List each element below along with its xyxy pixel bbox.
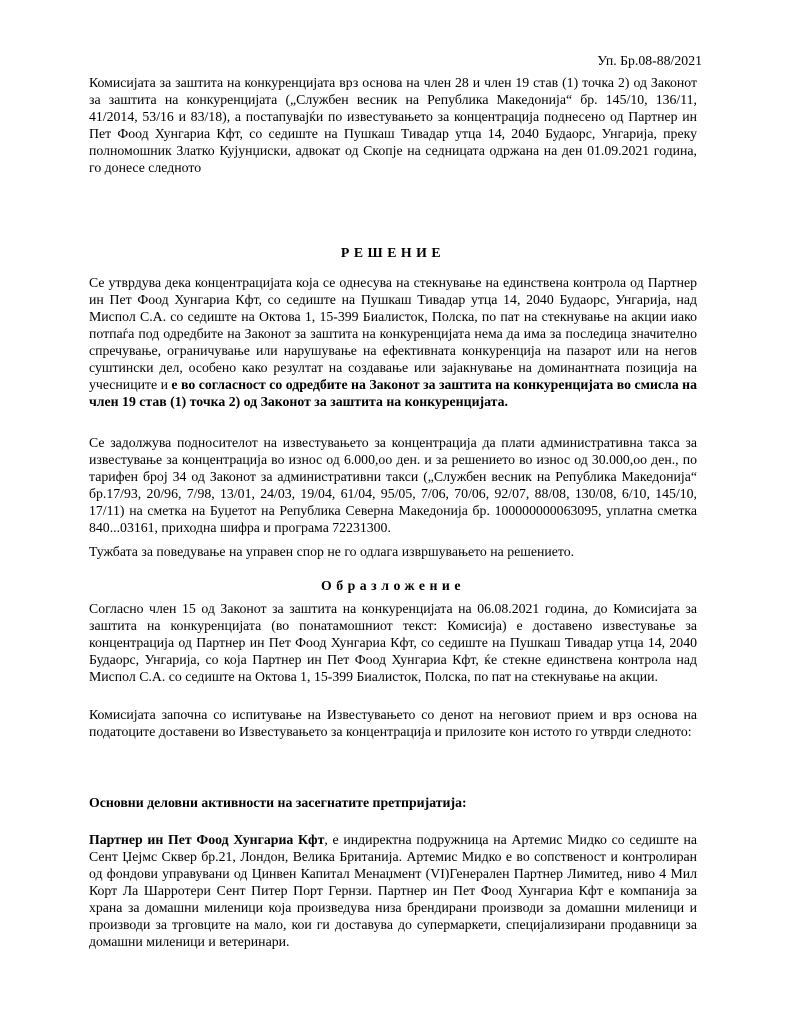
reasoning-title: Образложение <box>320 578 465 593</box>
reasoning-paragraph-1: Согласно член 15 од Законот за заштита на конкуренцијата на 06.08.2021 година, до Комисијата за заштита на конкуренцијата (во понатамошниот текст: Комисија) е доставено известување за концентрација од Партнер ин Пет Фоод Хунгариа Кфт, со седиште на Пушкаш Тивадар утца 14, 2040 Будаорс, Унгарија, со која Партнер ин Пет Фоод Хунгариа Кфт, ќе стекне единствена контрола над Миспол С.А. со седиште на Октова 1, 15-399 Биалисток, Полска, по пат на стекнување на акции. <box>89 601 697 684</box>
decision-text: Се утврдува дека концентрацијата која се однесува на стекнување на единствена контрола од Партнер ин Пет Фоод Хунгариа Кфт, со седиште на Пушкаш Тивадар утца 14, 2040 Будаорс, Унгарија, над Миспол С.А. со седиште на Октова 1, 15-399 Биалисток, Полска, по пат на стекнување на акции иако потпаѓа под одредбите на Законот за заштита на конкуренцијата нема да има за последица значително спречување, ограничување или нарушување на ефективната конкуренција на пазарот или на негов суштински дел, особено како резултат на создавање или зајакнување на доминантната позиција на учесниците и <box>89 275 697 392</box>
company-paragraph <box>89 831 697 950</box>
fee-paragraph: Се задолжува подносителот на известувањето за концентрација да плати административна такса за известување за концентрација во износ од 6.000,оо ден. и за решението во износ од 30.000,оо ден., по тарифен број 34 од Законот за административни такси („Службен весник на Република Македонија“ бр.17/93, 20/96, 7/98, 13/01, 24/03, 19/04, 61/04, 95/05, 7/06, 70/06, 92/07, 88/08, 130/08, 6/10, 145/10, 17/11) на сметка на Буџетот на Република Северна Македонија бр. 100000000063095, уплатна сметка 840...03161, приходна шифра и програма 72231300. <box>89 435 697 535</box>
decision-paragraph <box>89 274 697 410</box>
company-description: , е индиректна подружница на Артемис Мидко со седиште на Сент Џејмс Сквер бр.21, Лондон, Велика Британија. Артемис Мидко е во сопственост и контролиран од фондови управувани од Цинвен Капитал Менаџмент (VI)Генерален Партнер Лимитед, ниво 4 Мил Корт Ла Шарротери Сент Питер Порт Гернзи. Партнер ин Пет Фоод Хунгариа Кфт е компанија за храна за домашни миленици која произведува низа брендирани производи за домашни миленици и производи за трговците на мало, кои ги доставува до супермаркети, специјализирани продавници за домашни миленици и ветеринари. <box>89 832 697 949</box>
decision-title: РЕШЕНИЕ <box>340 245 446 260</box>
intro-paragraph: Комисијата за заштита на конкуренцијата врз основа на член 28 и член 19 став (1) точка 2) од Законот за заштита на конкуренцијата („Службен весник на Република Македонија“ бр. 145/10, 136/11, 41/2014, 53/16 и 83/18), а постапувајќи по известувањето за концентрација поднесено од Партнер ин Пет Фоод Хунгариа Кфт, со седиште на Пушкаш Тивадар утца 14, 2040 Будаорс, Унгарија, преку полномошник Златко Кујунџиски, адвокат од Скопје на седницата одржана на ден 01.09.2021 година, го донесе следното <box>89 75 697 175</box>
reasoning-paragraph-2: Комисијата започна со испитување на Известувањето со денот на неговиот прием и врз основа на податоците доставени во Известувањето за концентрација и прилозите кон истото го утврди следното: <box>89 707 697 739</box>
case-reference-number: Уп. Бр.08-88/2021 <box>597 53 702 68</box>
company-name: Партнер ин Пет Фоод Хунгариа Кфт <box>89 832 325 847</box>
decision-text-bold: е во согласност со одредбите на Законот за заштита на конкуренцијата во смисла на член 19 став (1) точка 2) од Законот за заштита на конкуренцијата. <box>89 377 697 409</box>
activities-heading: Основни деловни активности на засегнатите претпријатија: <box>89 795 467 810</box>
lawsuit-paragraph: Тужбата за поведување на управен спор не го одлага извршувањето на решението. <box>89 544 575 559</box>
